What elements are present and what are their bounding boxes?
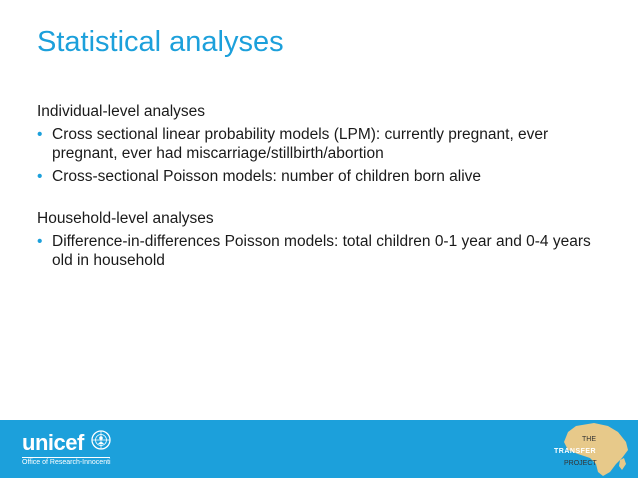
footer-bar bbox=[0, 420, 638, 478]
bullet-dot-icon: • bbox=[37, 126, 43, 143]
bullet-text: Cross sectional linear probability models (LPM): currently pregnant, ever pregnant, ever had miscarriage/stillbirth/abortion bbox=[52, 126, 549, 162]
bullet-item bbox=[37, 125, 607, 163]
bullet-dot-icon: • bbox=[37, 168, 43, 185]
slide-title: Statistical analyses bbox=[37, 26, 284, 58]
transfer-logo-line2: TRANSFER bbox=[554, 448, 597, 455]
bullet-text: Cross-sectional Poisson models: number of children born alive bbox=[52, 168, 482, 185]
unicef-subtitle: Office of Research-Innocenti bbox=[22, 459, 111, 466]
bullet-text: Difference-in-differences Poisson models: total children 0-1 year and 0-4 years old in household bbox=[52, 233, 591, 269]
bullet-item bbox=[37, 167, 607, 186]
transfer-logo-line1: THE bbox=[582, 436, 596, 443]
unicef-logo-text: unicef bbox=[22, 429, 84, 455]
section-heading-individual: Individual-level analyses bbox=[37, 103, 206, 120]
section-spacer bbox=[37, 190, 607, 209]
unicef-emblem-icon bbox=[91, 430, 111, 455]
bullet-dot-icon: • bbox=[37, 233, 43, 250]
transfer-project-logo bbox=[548, 420, 634, 478]
slide-body bbox=[37, 102, 607, 274]
section-heading-household: Household-level analyses bbox=[37, 210, 214, 227]
unicef-logo bbox=[22, 430, 111, 466]
transfer-logo-line3: PROJECT bbox=[564, 460, 597, 467]
bullet-item bbox=[37, 232, 607, 270]
